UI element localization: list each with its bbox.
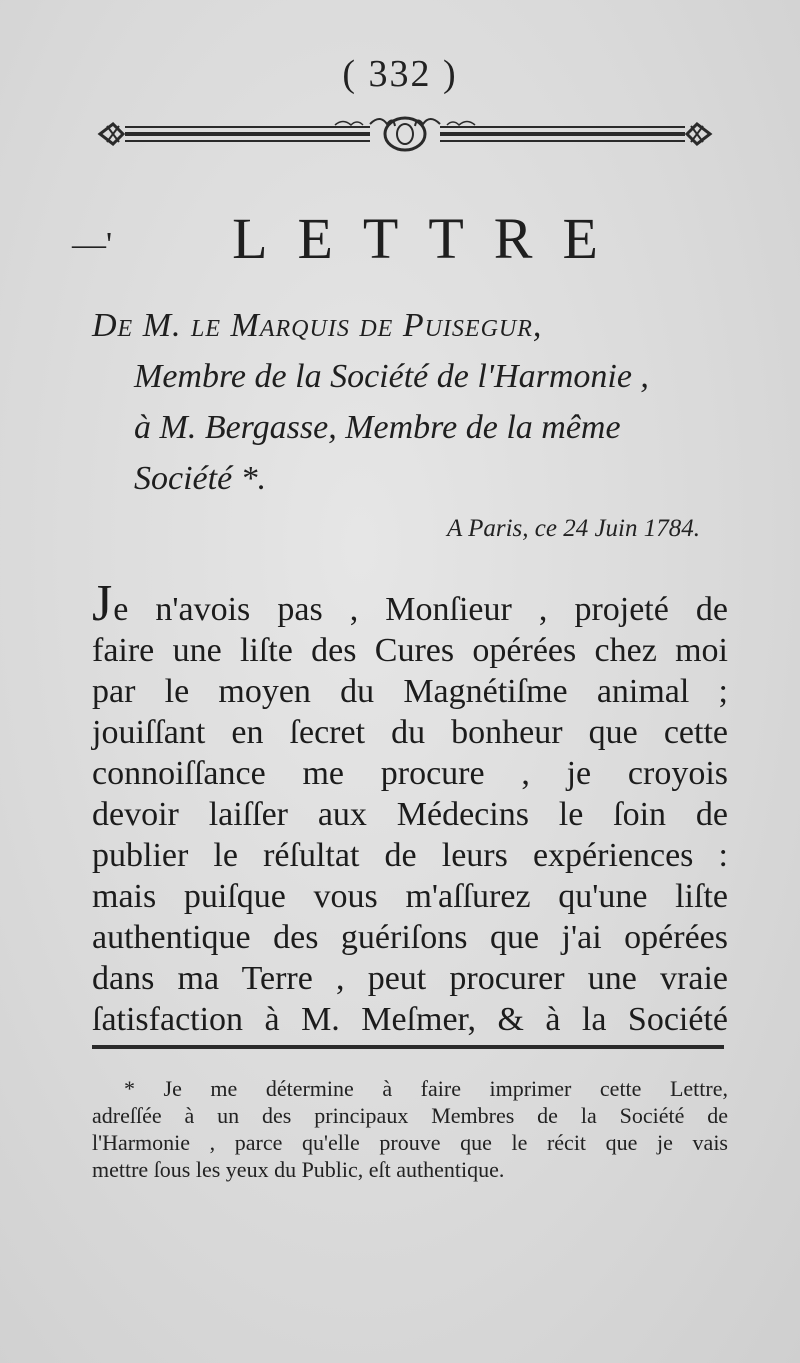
body-line: authentique des guériſons que j'ai opérées xyxy=(92,919,728,956)
page-number: ( 332 ) xyxy=(342,53,458,95)
footnote-divider xyxy=(92,1045,724,1049)
body-line: dans ma Terre , peut procurer une vraie xyxy=(92,960,728,997)
body-line: jouiſſant en ſecret du bonheur que cette xyxy=(92,714,728,751)
dateline: A Paris, ce 24 Juin 1784. xyxy=(447,515,700,542)
footnote-line: l'Harmonie , parce qu'elle prouve que le récit que je vais xyxy=(92,1130,728,1155)
address-line: De M. le Marquis de Puisegur, xyxy=(92,307,543,344)
body-line xyxy=(92,575,728,632)
footnote-line: * Je me détermine à faire imprimer cette Lettre, xyxy=(124,1076,728,1101)
ornamental-header-rule xyxy=(95,112,715,156)
footnote xyxy=(92,1075,728,1183)
body-line: connoiſſance me procure , je croyois xyxy=(92,755,728,792)
footnote-line: adreſſée à un des principaux Membres de la Société de xyxy=(92,1103,728,1128)
address-line: Membre de la Société de l'Harmonie , xyxy=(134,358,649,395)
body-line: publier le réſultat de leurs expériences : xyxy=(92,837,728,874)
body-line: faire une liſte des Cures opérées chez moi xyxy=(92,632,728,669)
body-line-text: e n'avois pas , Monſieur , projeté de xyxy=(113,591,728,628)
letter-body xyxy=(92,575,728,1040)
body-line: par le moyen du Magnétiſme animal ; xyxy=(92,673,728,710)
margin-mark: —' xyxy=(72,226,113,263)
body-line: ſatisfaction à M. Meſmer, & à la Société xyxy=(92,1001,728,1038)
letter-heading: LETTRE xyxy=(232,206,628,271)
body-line: devoir laiſſer aux Médecins le ſoin de xyxy=(92,796,728,833)
address-line: Société *. xyxy=(134,460,267,497)
drop-cap: J xyxy=(92,575,114,632)
body-line: mais puiſque vous m'aſſurez qu'une liſte xyxy=(92,878,728,915)
footnote-line: mettre ſous les yeux du Public, eſt authentique. xyxy=(92,1157,505,1182)
letter-address xyxy=(92,300,728,504)
address-line: à M. Bergasse, Membre de la même xyxy=(134,409,621,446)
